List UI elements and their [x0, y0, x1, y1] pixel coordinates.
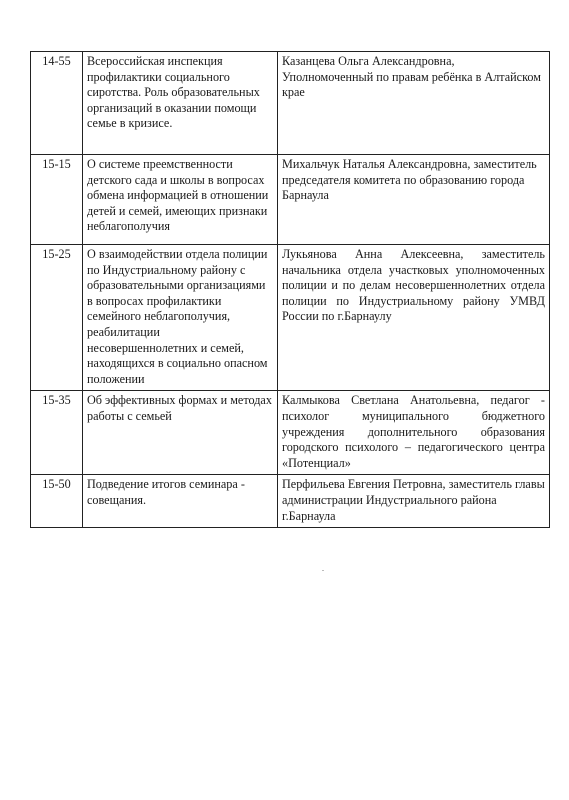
scan-speck	[322, 570, 324, 571]
time-cell: 15-50	[31, 475, 83, 528]
topic-cell	[83, 391, 278, 475]
speaker-text: Лукьянова Анна Алексеевна, заместитель начальника отдела участковых уполномоченных полиции и по делам несовершеннолетних отдела полиции по Индустриальному району УМВД России по г.Барнаулу	[282, 247, 545, 324]
speaker-text: Михальчук Наталья Александровна, заместитель председателя комитета по образованию города Барнаула	[282, 157, 537, 203]
speaker-cell	[278, 155, 550, 245]
topic-cell	[83, 155, 278, 245]
table-row	[31, 475, 550, 528]
table-row	[31, 52, 550, 155]
speaker-cell	[278, 391, 550, 475]
time-cell: 15-35	[31, 391, 83, 475]
topic-cell	[83, 245, 278, 391]
table-row	[31, 155, 550, 245]
topic-text: Подведение итогов семинара - совещания.	[87, 477, 245, 507]
topic-text: Об эффективных формах и методах работы с семьей	[87, 393, 272, 423]
topic-text: О взаимодействии отдела полиции по Индустриальному району с образовательными организациями в вопросах профилактики семейного неблагополучия, реабилитации несовершеннолетних и семей, находящихся в социально опасном положении	[87, 247, 268, 386]
table-row	[31, 391, 550, 475]
topic-text: О системе преемственности детского сада и школы в вопросах обмена информацией в отношении детей и семей, имеющих признаки неблагополучия	[87, 157, 269, 234]
speaker-cell	[278, 475, 550, 528]
time-cell: 14-55	[31, 52, 83, 155]
speaker-text: Казанцева Ольга Александровна, Уполномоченный по правам ребёнка в Алтайском крае	[282, 54, 541, 100]
time-cell: 15-15	[31, 155, 83, 245]
topic-cell	[83, 475, 278, 528]
speaker-text: Калмыкова Светлана Анатольевна, педагог - психолог муниципального бюджетного учреждения дополнительного образования городского психолого – педагогического центра «Потенциал»	[282, 393, 545, 470]
speaker-cell	[278, 245, 550, 391]
speaker-cell	[278, 52, 550, 155]
speaker-text: Перфильева Евгения Петровна, заместитель главы администрации Индустриального района г.Барнаула	[282, 477, 545, 523]
topic-cell	[83, 52, 278, 155]
topic-text: Всероссийская инспекция профилактики социального сиротства. Роль образовательных организаций в оказании помощи семье в кризисе.	[87, 54, 260, 131]
time-cell: 15-25	[31, 245, 83, 391]
schedule-table	[30, 51, 550, 528]
table-row	[31, 245, 550, 391]
